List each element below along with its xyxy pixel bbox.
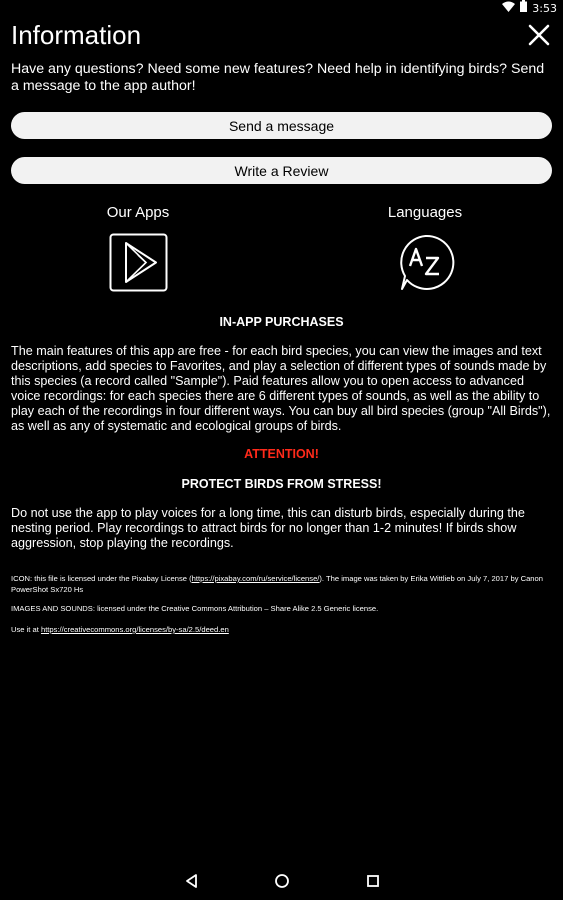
close-button[interactable]	[527, 23, 551, 47]
icon-credit: ICON: this file is licensed under the Pixabay License (https://pixabay.com/ru/service/license/). The image was taken by Erika Wittlieb on July 7, 2017 by Canon PowerShot Sx720 Hs	[11, 574, 543, 594]
languages-label: Languages	[387, 204, 463, 221]
send-message-button[interactable]: Send a message	[11, 112, 552, 139]
status-bar	[0, 0, 563, 16]
pixabay-license-link[interactable]: https://pixabay.com/ru/service/license/	[191, 574, 320, 583]
license-link-line: Use it at https://creativecommons.org/licenses/by-sa/2.5/deed.en	[11, 625, 229, 634]
creative-commons-link[interactable]: https://creativecommons.org/licenses/by-sa/2.5/deed.en	[40, 625, 229, 634]
battery-icon	[520, 0, 527, 17]
translate-az-icon	[396, 279, 455, 296]
home-icon	[273, 877, 291, 894]
languages-button[interactable]	[396, 233, 455, 297]
navigation-bar	[0, 860, 563, 900]
wifi-icon	[502, 0, 515, 17]
write-review-button[interactable]: Write a Review	[11, 157, 552, 184]
images-sounds-credit: IMAGES AND SOUNDS: licensed under the Creative Commons Attribution – Share Alike 2.5 Generic license.	[11, 604, 379, 613]
recents-button[interactable]	[364, 872, 382, 890]
intro-text: Have any questions? Need some new features? Need help in identifying birds? Send a message to the app author!	[11, 61, 545, 94]
our-apps-label: Our Apps	[106, 204, 170, 221]
close-icon	[527, 34, 551, 51]
attention-title: ATTENTION!	[244, 447, 319, 461]
back-icon	[183, 877, 201, 894]
status-time: 3:53	[532, 1, 557, 15]
our-apps-button[interactable]	[109, 233, 168, 297]
protect-birds-heading: PROTECT BIRDS FROM STRESS!	[181, 477, 382, 491]
attention-text: Do not use the app to play voices for a long time, this can disturb birds, especially during the nesting period. Play recordings to attract birds for no longer than 1-2 minutes! If birds show aggression, stop playing the recordings.	[11, 506, 525, 550]
recents-icon	[364, 877, 382, 894]
back-button[interactable]	[183, 872, 201, 890]
home-button[interactable]	[273, 872, 291, 890]
page-title: Information	[11, 20, 142, 50]
purchases-heading: IN-APP PURCHASES	[219, 315, 344, 329]
play-store-icon	[109, 279, 168, 296]
purchases-text: The main features of this app are free - for each bird species, you can view the images and text descriptions, add species to Favorites, and play a selection of different types of sounds made by this species (a record called "Sample"). Paid features allow you to open access to advanced voice recordings: for each species there are 6 different types of sounds, as well as the ability to play each of the recordings in four different ways. You can buy all bird species (group "All Birds"), as well as any of systematic and ecological groups of birds.	[11, 344, 551, 433]
